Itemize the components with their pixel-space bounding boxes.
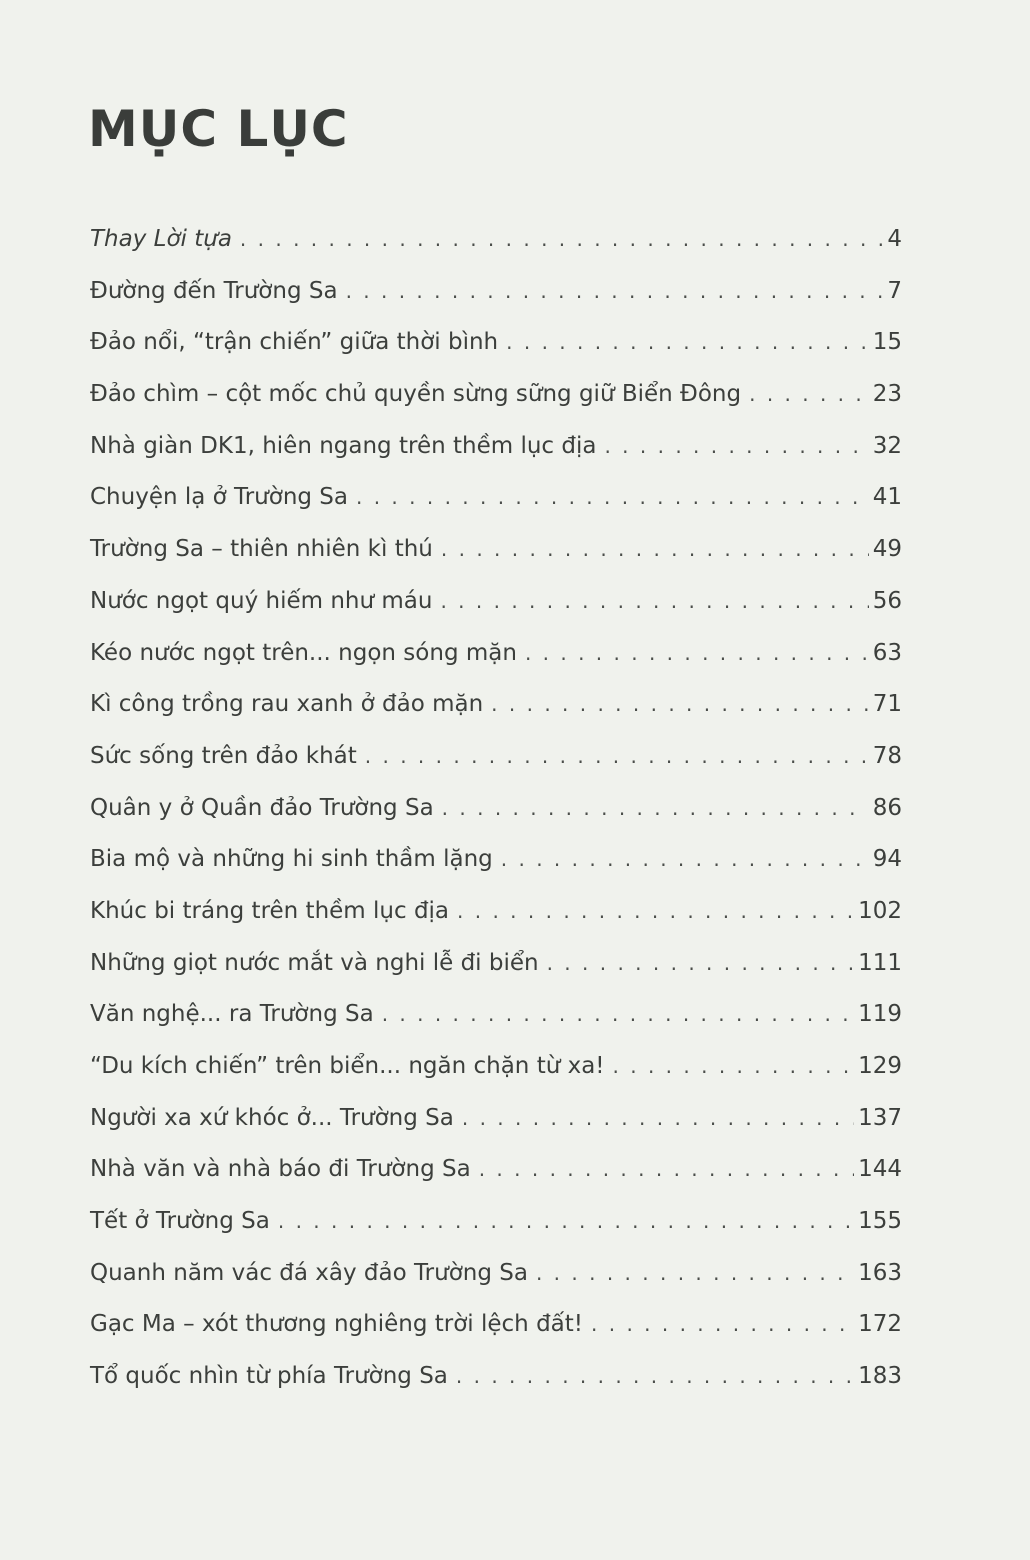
toc-entry-page: 111	[858, 949, 902, 976]
dot-leader	[506, 317, 869, 369]
toc-entry-page: 7	[887, 277, 902, 304]
dot-leader	[457, 886, 854, 938]
dot-leader	[525, 628, 869, 680]
toc-entry-page: 41	[872, 484, 902, 511]
toc-entry-title: Khúc bi tráng trên thềm lục địa	[90, 897, 450, 924]
toc-entry-title: Kéo nước ngọt trên... ngọn sóng mặn	[90, 639, 517, 666]
toc-entry-title: Bia mộ và những hi sinh thầm lặng	[90, 846, 493, 873]
toc-entry[interactable]	[90, 369, 902, 421]
dot-leader	[240, 214, 883, 266]
toc-entry-page: 129	[858, 1053, 902, 1079]
dot-leader	[441, 524, 869, 576]
dot-leader	[547, 938, 855, 990]
toc-entry-title: Tổ quốc nhìn từ phía Trường Sa	[90, 1363, 448, 1390]
toc-entry-page: 49	[872, 536, 902, 563]
toc-entry-title: Đảo nổi, “trận chiến” giữa thời bình	[90, 329, 499, 356]
toc-entry-title: Người xa xứ khóc ở... Trường Sa	[90, 1104, 454, 1131]
dot-leader	[442, 783, 869, 835]
dot-leader	[456, 1351, 854, 1403]
toc-entry[interactable]	[90, 421, 902, 473]
dot-leader	[382, 989, 854, 1041]
toc-entry[interactable]	[90, 1299, 902, 1351]
toc-entry[interactable]	[90, 1093, 902, 1145]
dot-leader	[501, 834, 869, 886]
toc-entry-title: Quân y ở Quần đảo Trường Sa	[90, 794, 434, 821]
toc-entry-page: 144	[858, 1156, 902, 1183]
toc-entry[interactable]	[90, 989, 902, 1041]
toc-entry-page: 183	[858, 1363, 902, 1390]
toc-entry[interactable]	[90, 679, 902, 731]
toc-entry[interactable]	[90, 783, 902, 835]
toc-entry-page: 94	[872, 846, 902, 873]
dot-leader	[479, 1144, 854, 1196]
toc-list	[90, 214, 902, 1403]
dot-leader	[278, 1196, 854, 1248]
toc-entry-page: 78	[872, 742, 902, 769]
toc-entry-title: Thay Lời tựa	[90, 226, 232, 252]
toc-entry[interactable]	[90, 1041, 902, 1093]
toc-entry-title: Văn nghệ... ra Trường Sa	[90, 1001, 374, 1028]
toc-entry[interactable]	[90, 576, 902, 628]
toc-entry[interactable]	[90, 317, 902, 369]
toc-entry-title: Đảo chìm – cột mốc chủ quyền sừng sững giữ Biển Đông	[90, 381, 742, 408]
toc-entry-title: Nước ngọt quý hiếm như máu	[90, 587, 433, 614]
toc-entry-page: 102	[858, 897, 902, 924]
toc-entry-title: Sức sống trên đảo khát	[90, 742, 357, 769]
toc-entry-page: 23	[872, 381, 902, 408]
toc-entry-page: 56	[872, 587, 902, 614]
dot-leader	[536, 1248, 854, 1300]
toc-entry-title: Gạc Ma – xót thương nghiêng trời lệch đất!	[90, 1311, 584, 1338]
dot-leader	[440, 576, 868, 628]
toc-entry-page: 172	[858, 1311, 902, 1338]
toc-entry-title: Đường đến Trường Sa	[90, 277, 338, 304]
dot-leader	[613, 1041, 855, 1093]
toc-entry[interactable]	[90, 266, 902, 318]
toc-entry[interactable]	[90, 472, 902, 524]
toc-entry-title: Nhà giàn DK1, hiên ngang trên thềm lục địa	[90, 432, 597, 459]
toc-entry[interactable]	[90, 834, 902, 886]
toc-entry-page: 71	[872, 691, 902, 718]
toc-entry-page: 15	[872, 329, 902, 356]
toc-entry[interactable]	[90, 1196, 902, 1248]
toc-entry[interactable]	[90, 628, 902, 680]
toc-entry-title: Kì công trồng rau xanh ở đảo mặn	[90, 691, 484, 718]
dot-leader	[604, 421, 868, 473]
dot-leader	[365, 731, 869, 783]
dot-leader	[462, 1093, 854, 1145]
toc-entry[interactable]	[90, 214, 902, 266]
toc-entry[interactable]	[90, 938, 902, 990]
toc-entry[interactable]	[90, 1144, 902, 1196]
toc-entry-page: 155	[858, 1208, 902, 1235]
toc-entry-title: “Du kích chiến” trên biển... ngăn chặn từ xa!	[90, 1053, 605, 1079]
toc-entry[interactable]	[90, 731, 902, 783]
dot-leader	[346, 266, 884, 318]
toc-entry-page: 137	[858, 1104, 902, 1131]
dot-leader	[356, 472, 869, 524]
toc-entry-title: Tết ở Trường Sa	[90, 1208, 270, 1235]
toc-entry[interactable]	[90, 1351, 902, 1403]
dot-leader	[491, 679, 869, 731]
toc-entry-title: Chuyện lạ ở Trường Sa	[90, 484, 348, 511]
toc-entry-title: Những giọt nước mắt và nghi lễ đi biển	[90, 949, 539, 976]
toc-entry-page: 63	[872, 639, 902, 666]
toc-entry-page: 119	[858, 1001, 902, 1028]
toc-entry[interactable]	[90, 1248, 902, 1300]
dot-leader	[591, 1299, 854, 1351]
toc-entry-page: 86	[872, 794, 902, 821]
toc-entry[interactable]	[90, 524, 902, 576]
toc-entry-page: 32	[872, 432, 902, 459]
toc-entry-page: 4	[887, 226, 902, 252]
toc-entry-page: 163	[858, 1259, 902, 1286]
dot-leader	[749, 369, 869, 421]
toc-entry-title: Trường Sa – thiên nhiên kì thú	[90, 536, 433, 563]
page-title: MỤC LỤC	[88, 100, 349, 158]
toc-entry-title: Quanh năm vác đá xây đảo Trường Sa	[90, 1259, 528, 1286]
toc-entry-title: Nhà văn và nhà báo đi Trường Sa	[90, 1156, 471, 1183]
toc-entry[interactable]	[90, 886, 902, 938]
